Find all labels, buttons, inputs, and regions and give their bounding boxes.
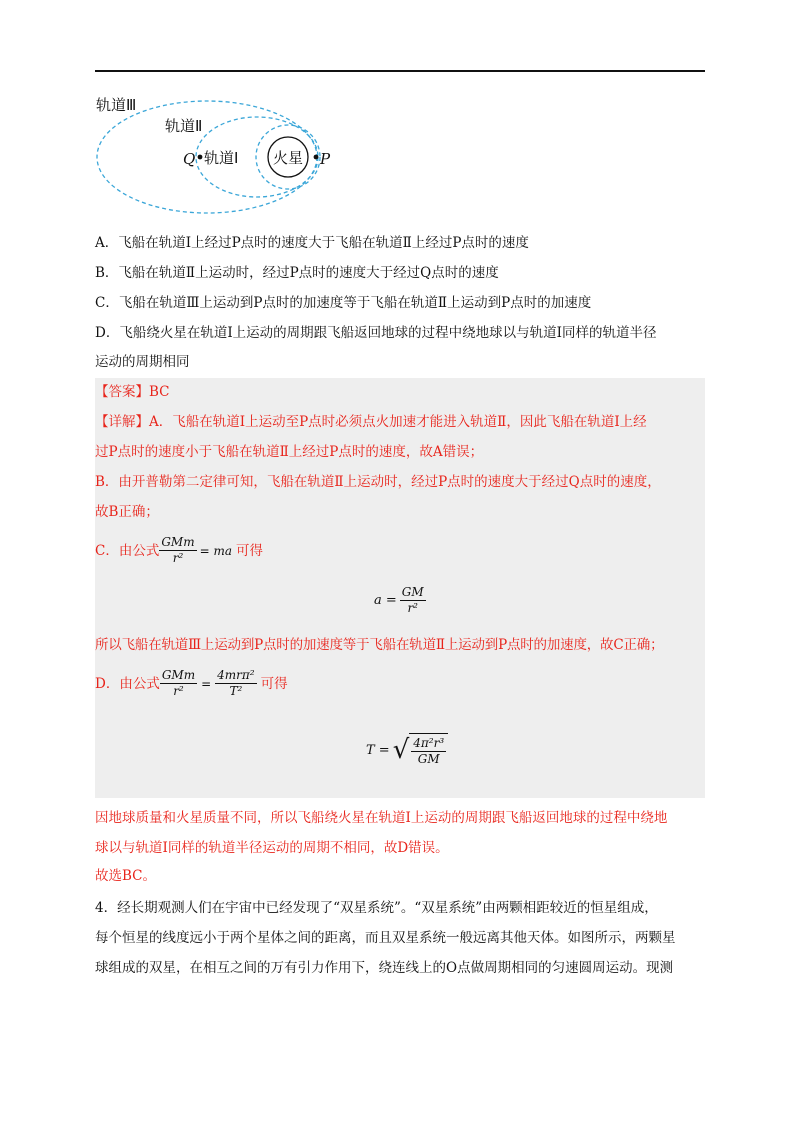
d-fraction-right — [215, 668, 256, 699]
orbit-2-label: 轨道Ⅱ — [165, 117, 203, 135]
question4-line2: 每个恒星的线度远小于两个星体之间的距离，而且双星系统一般远离其他天体。如图所示，两颗星 — [95, 930, 676, 946]
t-fraction-num: 4π²r³ — [413, 736, 445, 750]
detail-c-conclusion: 所以飞船在轨道Ⅲ上运动到P点时的加速度等于飞船在轨道Ⅱ上运动到P点时的加速度，故C正确； — [95, 637, 664, 653]
detail-a-line2: 过P点时的速度小于飞船在轨道Ⅱ上经过P点时的速度，故A错误； — [95, 444, 484, 460]
detail-c-formula-line — [95, 535, 715, 566]
a-lhs: a = — [374, 593, 397, 608]
answer-tag: 【答案】 — [95, 384, 149, 400]
detail-final: 故选BC。 — [95, 868, 157, 884]
point-q-label: Q — [183, 150, 196, 168]
t-fraction — [411, 736, 446, 767]
t-lhs: T = — [366, 742, 390, 758]
d-right-num: 4mrπ² — [217, 668, 255, 682]
sqrt-radicand — [409, 733, 448, 767]
option-a: A．飞船在轨道Ⅰ上经过P点时的速度大于飞船在轨道Ⅱ上经过P点时的速度 — [95, 235, 529, 251]
detail-b-line2: 故B正确； — [95, 504, 159, 520]
option-d-line1: D．飞船绕火星在轨道Ⅰ上运动的周期跟飞船返回地球的过程中绕地球以与轨道Ⅰ同样的轨道半径 — [95, 325, 657, 341]
detail-b-line1: B．由开普勒第二定律可知，飞船在轨道Ⅱ上运动时，经过P点时的速度大于经过Q点时的速度， — [95, 474, 661, 490]
t-fraction-den: GM — [417, 752, 440, 766]
d-equals: = — [201, 676, 212, 691]
c-fraction-den: r² — [172, 551, 184, 565]
mars-label: 火星 — [273, 149, 304, 167]
sqrt-symbol: √ $\frac{\text{4π²r³}}{GM}$ — [393, 733, 448, 767]
d-right-den: T² — [229, 684, 243, 698]
option-b: B．飞船在轨道Ⅱ上运动时，经过P点时的速度大于经过Q点时的速度 — [95, 265, 499, 281]
question4-line1: 4．经长期观测人们在宇宙中已经发现了“双星系统”。“双星系统”由两颗相距较近的恒星组成， — [95, 900, 658, 916]
top-rule — [95, 70, 705, 72]
d-left-num: GMm — [161, 668, 196, 682]
detail-a1-text: A．飞船在轨道Ⅰ上运动至P点时必须点火加速才能进入轨道Ⅱ，因此飞船在轨道Ⅰ上经 — [149, 414, 647, 430]
orbit-diagram — [90, 88, 350, 218]
d-left-den: r² — [173, 684, 184, 698]
orbit-3-label: 轨道Ⅲ — [96, 96, 137, 114]
detail-c-suffix: 可得 — [236, 542, 264, 559]
detail-d-prefix: D．由公式 — [95, 675, 160, 692]
d-fraction-left — [160, 668, 197, 699]
detail-d-line1: 因地球质量和火星质量不同，所以飞船绕火星在轨道Ⅰ上运动的周期跟飞船返回地球的过程中绕地 — [95, 810, 668, 826]
detail-d-formula-line — [95, 668, 715, 699]
acceleration-equation — [374, 585, 426, 616]
a-fraction — [400, 585, 426, 616]
orbit-1-label: 轨道Ⅰ — [204, 149, 239, 167]
c-fraction — [159, 535, 196, 566]
a-fraction-den: r² — [407, 601, 418, 615]
detail-d-suffix: 可得 — [260, 675, 288, 692]
c-fraction-num: GMm — [161, 535, 195, 549]
point-p-label: P — [320, 150, 331, 168]
point-q-dot — [198, 155, 203, 160]
option-d-line2: 运动的周期相同 — [95, 354, 190, 370]
question4-line3: 球组成的双星，在相互之间的万有引力作用下，绕连线上的O点做周期相同的匀速圆周运动。现测 — [95, 960, 674, 976]
point-p-dot — [314, 155, 319, 160]
c-rhs: = ma — [199, 543, 233, 558]
a-fraction-num: GM — [401, 585, 424, 599]
option-c: C．飞船在轨道Ⅲ上运动到P点时的加速度等于飞船在轨道Ⅱ上运动到P点时的加速度 — [95, 295, 592, 311]
detail-a-line1 — [95, 412, 715, 432]
period-equation — [366, 733, 448, 767]
detail-d-line2: 球以与轨道Ⅰ同样的轨道半径运动的周期不相同，故D错误。 — [95, 840, 449, 856]
answer-line — [95, 382, 715, 402]
detail-tag: 【详解】 — [95, 414, 149, 430]
detail-c-prefix: C．由公式 — [95, 542, 160, 559]
answer-value: BC — [149, 384, 170, 400]
